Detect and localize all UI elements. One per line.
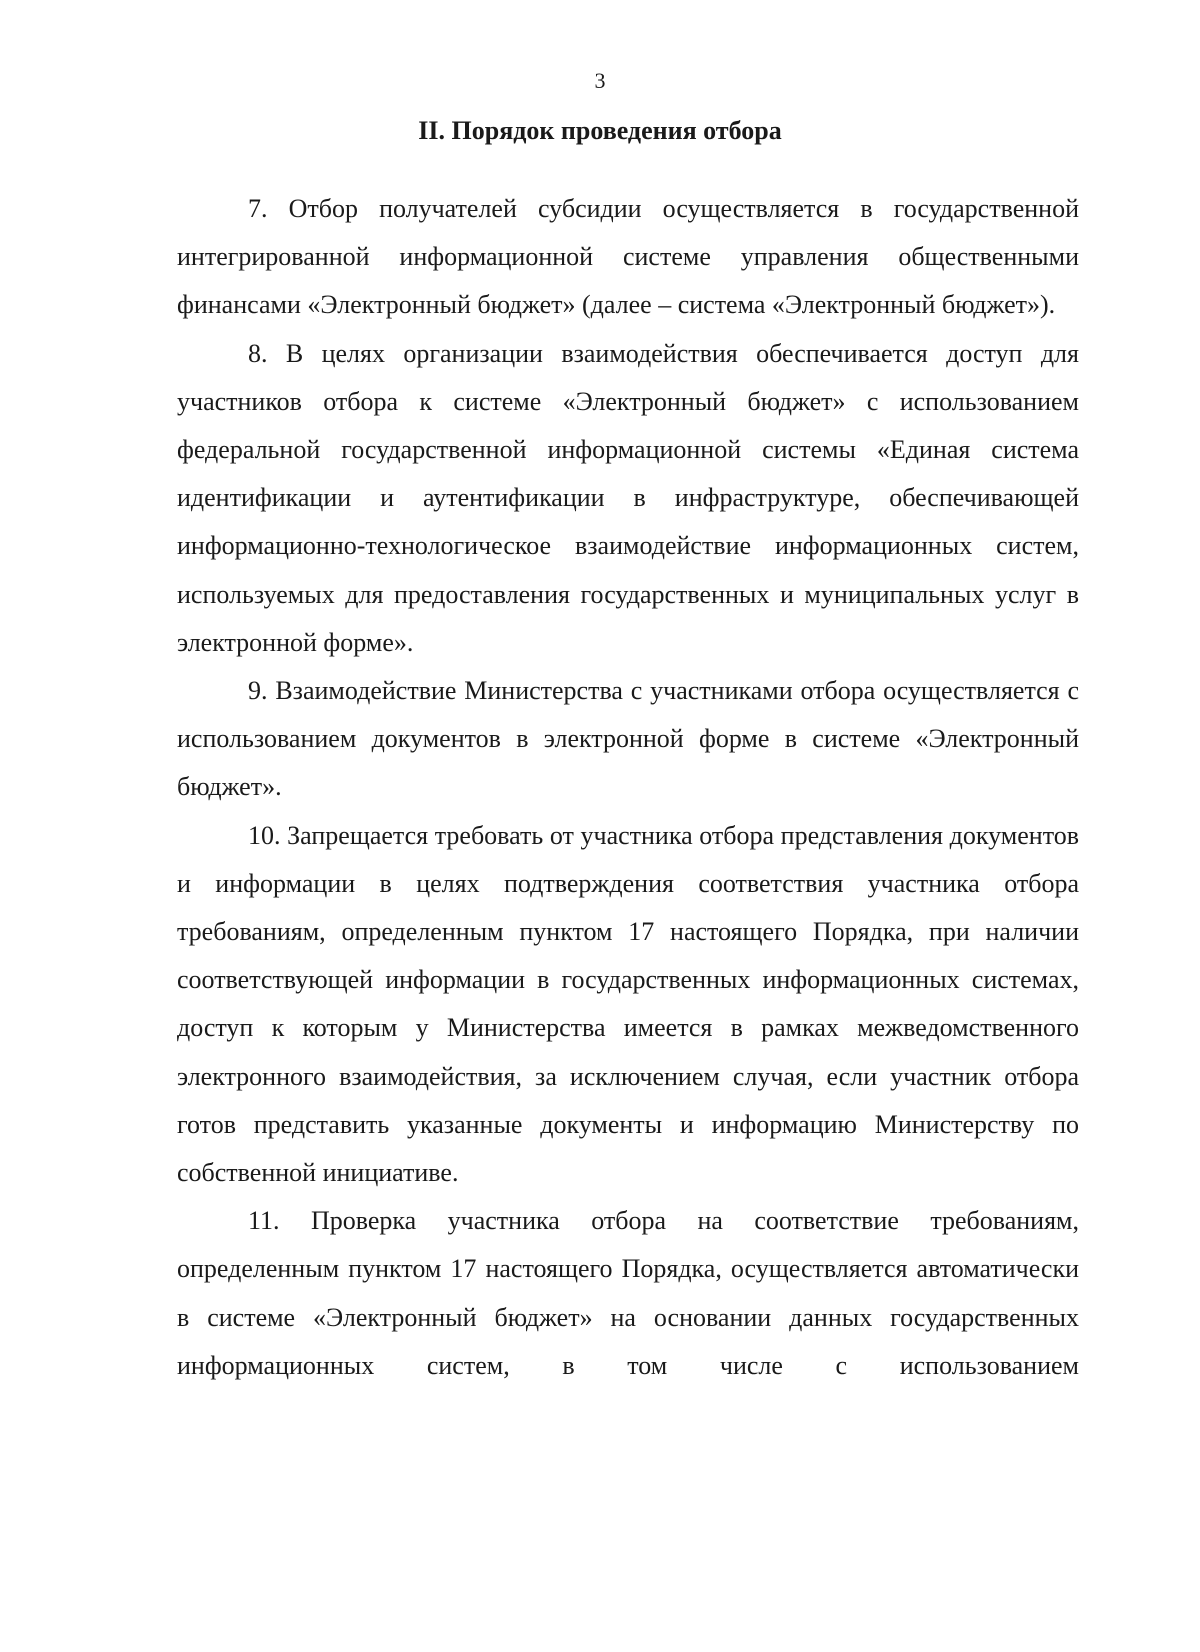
- document-body: [177, 185, 1079, 1390]
- paragraph-11: 11. Проверка участника отбора на соответствие требованиям, определенным пунктом 17 настоящего Порядка, осуществляется автоматически в системе «Электронный бюджет» на основании данных государственных информационных систем, в том числе с использованием: [177, 1206, 1079, 1380]
- paragraph-8: 8. В целях организации взаимодействия обеспечивается доступ для участников отбора к системе «Электронный бюджет» с использованием федеральной государственной информационной системы «Единая система идентификации и аутентификации в инфраструктуре, обеспечивающей информационно-технологическое взаимодействие информационных систем, используемых для предоставления государственных и муниципальных услуг в электронной форме».: [177, 338, 1079, 657]
- paragraph-7: 7. Отбор получателей субсидии осуществляется в государственной интегрированной информационной системе управления общественными финансами «Электронный бюджет» (далее – система «Электронный бюджет»).: [177, 194, 1079, 320]
- paragraph-10: 10. Запрещается требовать от участника отбора представления документов и информации в целях подтверждения соответствия участника отбора требованиям, определенным пунктом 17 настоящего Порядка, при наличии соответствующей информации в государственных информационных системах, доступ к которым у Министерства имеется в рамках межведомственного электронного взаимодействия, за исключением случая, если участник отбора готов представить указанные документы и информацию Министерству по собственной инициативе.: [177, 820, 1079, 1188]
- paragraph-9: 9. Взаимодействие Министерства с участниками отбора осуществляется с использованием документов в электронной форме в системе «Электронный бюджет».: [177, 676, 1079, 802]
- page-number: 3: [594, 68, 606, 93]
- section-title: II. Порядок проведения отбора: [418, 116, 782, 145]
